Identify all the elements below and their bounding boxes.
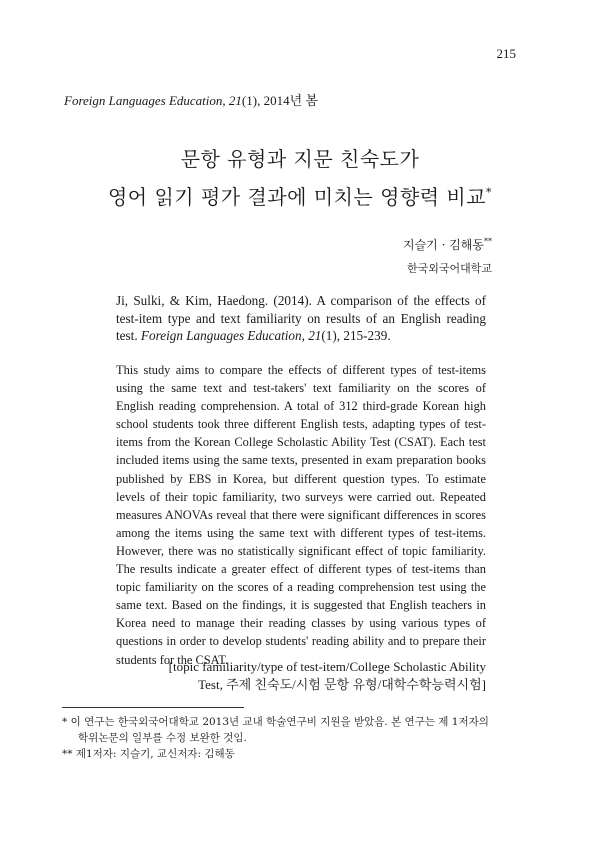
title-footnote-mark: * xyxy=(486,186,493,199)
running-head-issue: (1), 2014년 봄 xyxy=(241,93,318,108)
title-line-2 xyxy=(0,176,600,214)
running-head-journal: Foreign Languages Education, 21 xyxy=(64,93,242,108)
running-head xyxy=(64,90,318,109)
page-number: 215 xyxy=(496,46,516,61)
title-line-1: 문항 유형과 지문 친숙도가 xyxy=(180,147,420,171)
keywords-line-2: Test, 주제 친숙도/시험 문항 유형/대학수학능력시험] xyxy=(198,677,486,692)
footnote-1-line-1: * 이 연구는 한국외국어대학교 2013년 교내 학술연구비 지원을 받았음. 본 연구는 제 1저자의 xyxy=(62,716,489,728)
footnote-1-line-2: 학위논문의 일부를 수정 보완한 것임. xyxy=(78,732,247,744)
citation xyxy=(116,292,486,345)
footnote-1 xyxy=(62,714,542,746)
author-names xyxy=(403,236,492,253)
author-names-text: 지슬기 · 김해동 xyxy=(403,238,484,252)
keywords-line-1: [topic familiarity/type of test-item/College Scholastic Ability xyxy=(168,659,486,674)
footnote-2: ** 제1저자: 지슬기, 교신저자: 김해동 xyxy=(62,748,235,760)
keywords xyxy=(96,658,486,694)
title-line-2-text: 영어 읽기 평가 결과에 미치는 영향력 비교 xyxy=(107,185,487,209)
citation-lead: Ji, Sulki, & Kim, Haedong. (2014). A comparison of the effects of test-item type and text familiarity on results of an English reading test. xyxy=(116,293,486,344)
footnote-divider xyxy=(62,707,244,708)
citation-journal: Foreign Languages Education, 21 xyxy=(140,328,322,344)
article-title xyxy=(0,143,600,214)
author-footnote-mark: ** xyxy=(484,237,492,246)
author-affiliation: 한국외국어대학교 xyxy=(406,262,492,275)
abstract: This study aims to compare the effects of different types of test-items using the same text and test-takers' text familiarity on the scores of English reading comprehension. A total of 312 third-grade Korean high school students took three different English tests, adapting types of test-items from the Korean College Scholastic Ability Test (CSAT). Each test included items using the same texts, presented in exam preparation books published by EBS in Korea, but different question types. To estimate levels of their topic familiarity, two surveys were carried out. Repeated measures ANOVAs reveal that there were significant differences in scores among the items using the same text with different types of test-items. However, there was no statistically significant effect of topic familiarity. The results indicate a greater effect of different types of test-items than topic familiarity on the scores of a reading comprehension test using the same text. Based on the findings, it is suggested that English teachers in Korea need to manage their reading classes by using various types of questions in order to develop students' reading ability and to prepare their students for the CSAT. xyxy=(116,363,486,667)
citation-tail: (1), 215-239. xyxy=(321,328,391,344)
